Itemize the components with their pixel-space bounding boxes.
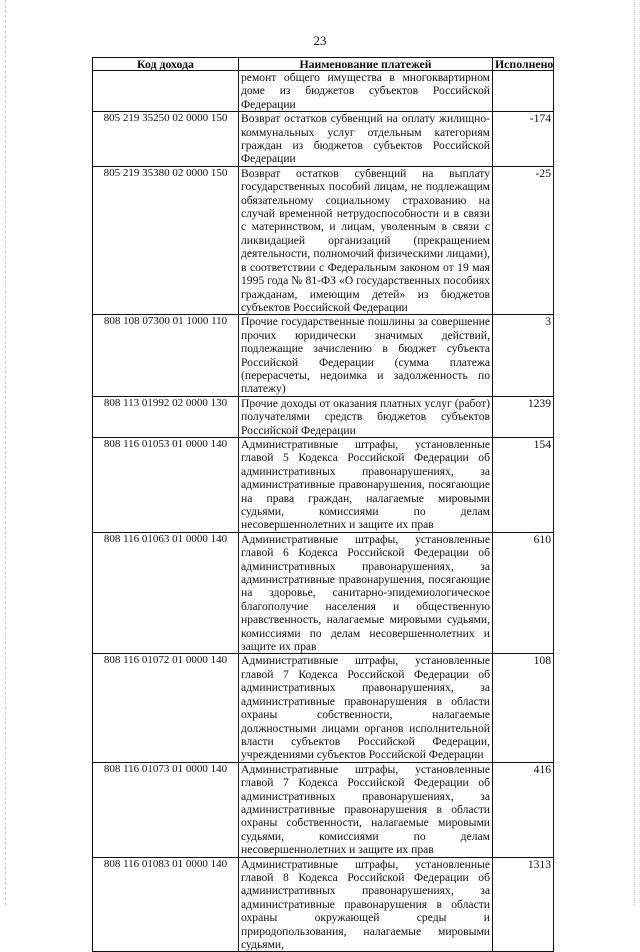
row-code: 808 116 01073 01 0000 140 [93, 762, 239, 857]
table-header-row [93, 58, 554, 71]
table-row [93, 532, 554, 654]
row-code: 808 116 01063 01 0000 140 [93, 532, 239, 654]
table-row [93, 166, 554, 314]
revenue-table [92, 57, 554, 952]
table-row [93, 437, 554, 532]
row-code: 808 116 01053 01 0000 140 [93, 437, 239, 532]
page-number: 23 [313, 33, 327, 48]
table-row [93, 71, 554, 112]
row-name: ремонт общего имущества в многоквартирном доме из бюджетов субъектов Российской Федерации [239, 71, 493, 112]
row-amount: 416 [493, 762, 554, 857]
row-amount: 1313 [493, 857, 554, 952]
table-row [93, 762, 554, 857]
row-name: Административные штрафы, установленные главой 8 Кодекса Российской Федерации об административных правонарушениях, за административные правонарушения в области охраны окружающей среды и природопользования, налагаемые мировыми судьями, [239, 857, 493, 952]
row-name: Административные штрафы, установленные главой 6 Кодекса Российской Федерации об административных правонарушениях, за административные правонарушения, посягающие на здоровье, санитарно-эпидемиологическое благополучие населения и общественную нравственность, налагаемые мировыми судьями, комиссиями по делам несовершеннолетних и защите их прав [239, 532, 493, 654]
header-code: Код дохода [93, 58, 239, 71]
table-row [93, 112, 554, 167]
table-row [93, 654, 554, 762]
row-code: 805 219 35250 02 0000 150 [93, 112, 239, 167]
row-code [93, 71, 239, 112]
row-amount: 610 [493, 532, 554, 654]
row-amount: -25 [493, 166, 554, 314]
row-name: Административные штрафы, установленные главой 7 Кодекса Российской Федерации об административных правонарушениях, за административные правонарушения в области охраны собственности, налагаемые мировыми судьями, комиссиями по делам несовершеннолетних и защите их прав [239, 762, 493, 857]
row-name: Возврат остатков субвенций на оплату жилищно-коммунальных услуг отдельным категориям граждан из бюджетов субъектов Российской Федерации [239, 112, 493, 167]
header-amount: Исполнено [493, 58, 554, 71]
row-code: 808 113 01992 02 0000 130 [93, 396, 239, 437]
row-name: Возврат остатков субвенций на выплату государственных пособий лицам, не подлежащим обязательному социальному страхованию на случай временной нетрудоспособности и в связи с материнством, и лицам, уволенным в связи с ликвидацией организаций (прекращением деятельности, полномочий физическими лицами), в соответствии с Федеральным законом от 19 мая 1995 года № 81-ФЗ «О государственных пособиях гражданам, имеющим детей» из бюджетов субъектов Российской Федерации [239, 166, 493, 314]
row-code: 808 108 07300 01 1000 110 [93, 315, 239, 396]
row-code: 805 219 35380 02 0000 150 [93, 166, 239, 314]
row-amount: 1239 [493, 396, 554, 437]
table-row [93, 315, 554, 396]
row-name: Административные штрафы, установленные главой 7 Кодекса Российской Федерации об административных правонарушениях, за административные правонарушения в области охраны собственности, налагаемые должностными лицами органов исполнительной власти субъектов Российской Федерации, учреждениями субъектов Российской Федерации [239, 654, 493, 762]
row-code: 808 116 01072 01 0000 140 [93, 654, 239, 762]
table-row [93, 857, 554, 952]
row-amount: 3 [493, 315, 554, 396]
row-amount: -174 [493, 112, 554, 167]
row-code: 808 116 01083 01 0000 140 [93, 857, 239, 952]
row-amount: 108 [493, 654, 554, 762]
row-name: Прочие государственные пошлины за совершение прочих юридически значимых действий, подлежащие зачислению в бюджет субъекта Российской Федерации (сумма платежа (перерасчеты, недоимка и задолженность по платежу) [239, 315, 493, 396]
row-name: Административные штрафы, установленные главой 5 Кодекса Российской Федерации об административных правонарушениях, за административные правонарушения, посягающие на права граждан, налагаемые мировыми судьями, комиссиями по делам несовершеннолетних и защите их прав [239, 437, 493, 532]
scan-margin-right [634, 0, 636, 905]
table-row [93, 396, 554, 437]
header-name: Наименование платежей [239, 58, 493, 71]
scan-margin-left [5, 0, 7, 905]
row-amount [493, 71, 554, 112]
row-amount: 154 [493, 437, 554, 532]
row-name: Прочие доходы от оказания платных услуг (работ) получателями средств бюджетов субъектов Российской Федерации [239, 396, 493, 437]
